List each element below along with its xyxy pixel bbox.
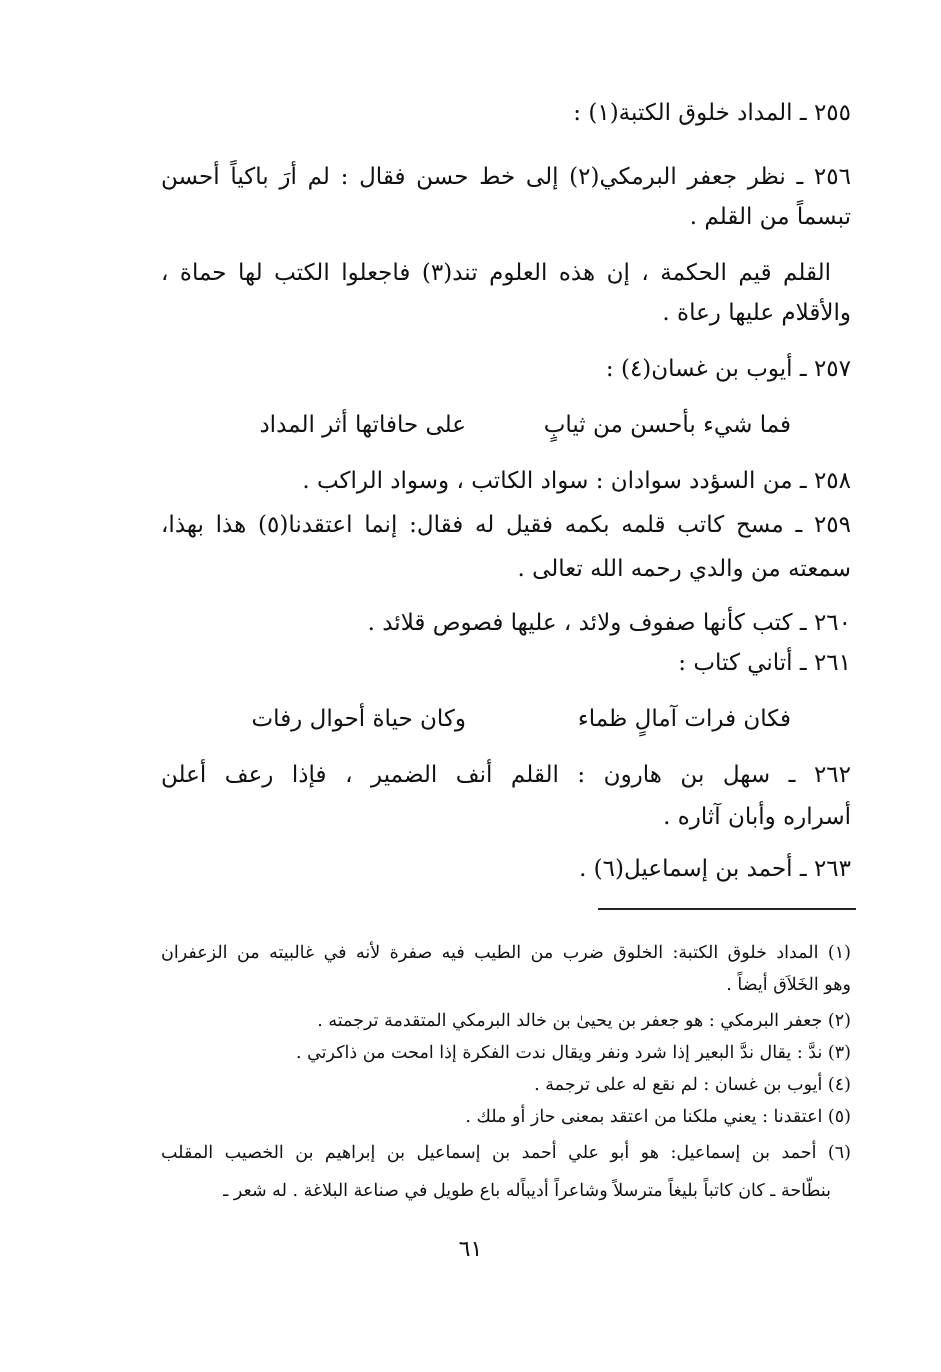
footnote-1-line-2: وهو الخَلاَق أيضاً . [726, 975, 851, 995]
footnote-6-line-1: (٦) أحمد بن إسماعيل: هو أبو علي أحمد بن إسماعيل بن إبراهيم بن الخصيب المقلب [161, 1143, 851, 1163]
entry-255: ٢٥٥ ـ المداد خلوق الكتبة(١) : [573, 100, 851, 126]
verse-1-first-hemistich: فما شيء بأحسن من ثيابٍ [543, 412, 791, 438]
entry-259-line-1: ٢٥٩ ـ مسح كاتب قلمه بكمه فقيل له فقال: إنما اعتقدنا(٥) هذا بهذا، [161, 512, 852, 538]
verse-2-second-hemistich: وكان حياة أحوال رفات [251, 706, 466, 732]
entry-261: ٢٦١ ـ أتاني كتاب : [678, 650, 851, 676]
footnote-1-line-1: (١) المداد خلوق الكتبة: الخلوق ضرب من الطيب فيه صفرة لأنه في غالبيته من الزعفران [161, 943, 851, 963]
footnote-4: (٤) أيوب بن غسان : لم نقع له على ترجمة . [534, 1075, 851, 1095]
footnote-5: (٥) اعتقدنا : يعني ملكنا من اعتقد بمعنى حاز أو ملك . [465, 1107, 851, 1127]
footnote-3: (٣) ندَّ : يقال ندَّ البعير إذا شرد ونفر ويقال ندت الفكرة إذا امحت من ذاكرتي . [295, 1043, 851, 1063]
entry-262-line-2: أسراره وأبان آثاره . [663, 804, 851, 830]
entry-259-line-2: سمعته من والدي رحمه الله تعالى . [517, 556, 851, 582]
entry-256-quote-line-2: والأقلام عليها رعاة . [662, 300, 851, 326]
entry-257: ٢٥٧ ـ أيوب بن غسان(٤) : [605, 356, 851, 382]
page-number: ٦١ [458, 1237, 483, 1262]
entry-256-line-1: ٢٥٦ ـ نظر جعفر البرمكي(٢) إلى خط حسن فقال : لم أرَ باكياً أحسن [161, 164, 851, 190]
footnote-6-line-2: بنطّاحة ـ كان كاتباً بليغاً مترسلاً وشاعراً أديباًله باع طويل في صناعة البلاغة . له شعر ـ [223, 1181, 831, 1201]
entry-256-line-2: تبسماً من القلم . [689, 204, 851, 230]
footnote-2: (٢) جعفر البرمكي : هو جعفر بن يحيىٰ بن خالد البرمكي المتقدمة ترجمته . [317, 1011, 851, 1031]
entry-260: ٢٦٠ ـ كتب كأنها صفوف ولائد ، عليها فصوص قلائد . [367, 610, 851, 636]
entry-256-quote-line-1: القلم قيم الحكمة ، إن هذه العلوم تند(٣) فاجعلوا الكتب لها حماة ، [161, 260, 832, 286]
verse-1-second-hemistich: على حافاتها أثر المداد [259, 412, 466, 438]
entry-262-line-1: ٢٦٢ ـ سهل بن هارون : القلم أنف الضمير ، فإذا رعف أعلن [161, 762, 851, 788]
entry-263: ٢٦٣ ـ أحمد بن إسماعيل(٦) . [579, 856, 851, 882]
entry-258: ٢٥٨ ـ من السؤدد سوادان : سواد الكاتب ، وسواد الراكب . [302, 468, 851, 494]
verse-2-first-hemistich: فكان فرات آمالٍ ظماء [577, 706, 791, 732]
footnote-separator [598, 908, 856, 910]
